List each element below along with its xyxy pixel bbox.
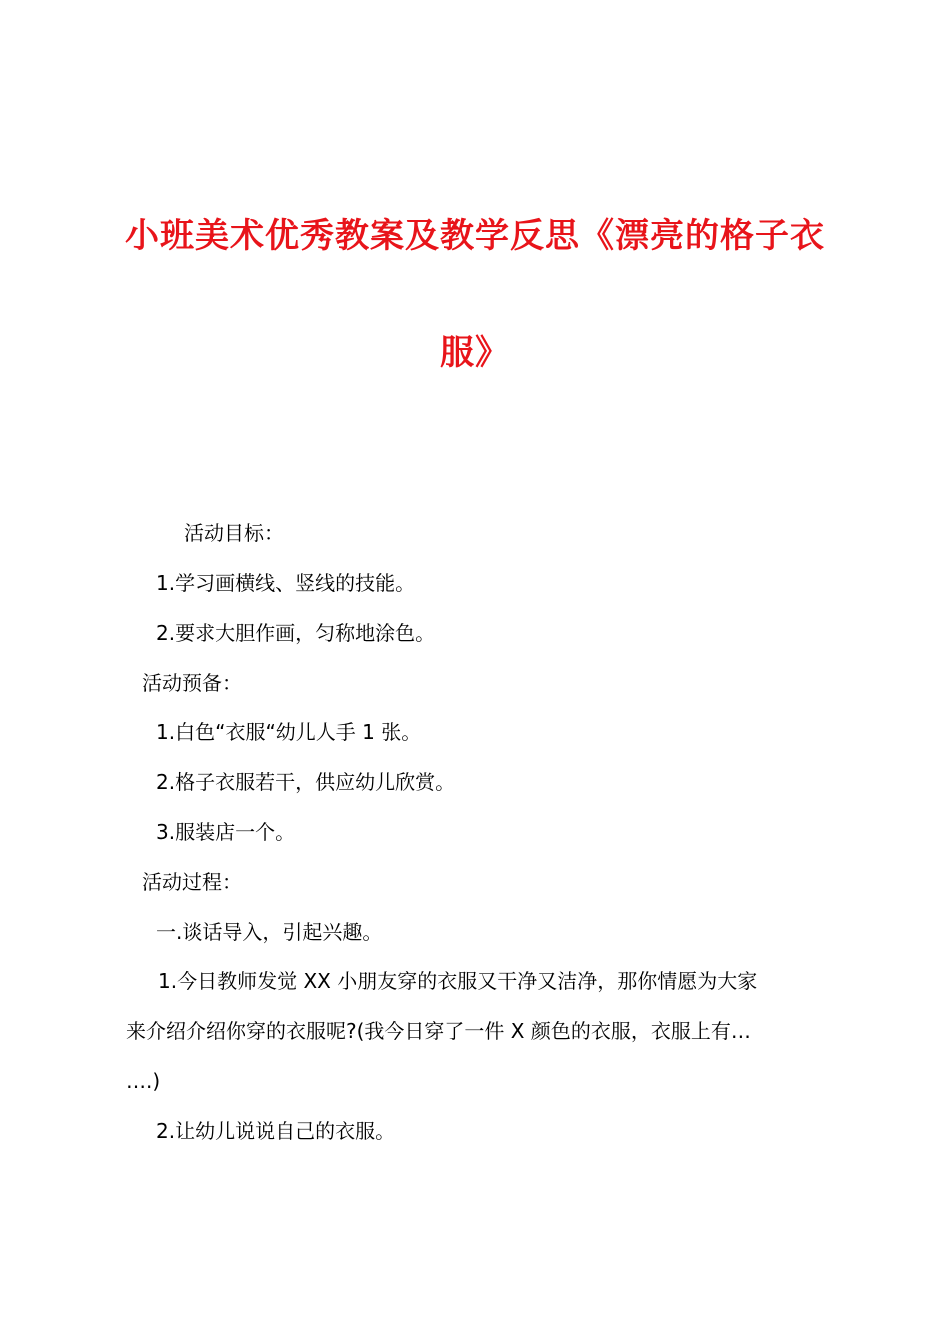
document-title-line-1: 小班美术优秀教案及教学反思《漂亮的格子衣 — [125, 216, 825, 256]
paragraph-line: 1.今日教师发觉 XX 小朋友穿的衣服又干净又洁净，那你情愿为大家 — [158, 969, 758, 993]
paragraph-line: 来介绍介绍你穿的衣服呢?(我今日穿了一件 X 颜色的衣服，衣服上有… — [126, 1019, 751, 1043]
document-title-line-2: 服》 — [440, 333, 510, 373]
paragraph-line: 1.学习画横线、竖线的技能。 — [156, 571, 416, 595]
paragraph-line: 2.格子衣服若干，供应幼儿欣赏。 — [156, 770, 456, 794]
section-heading-process: 活动过程： — [142, 870, 242, 894]
paragraph-line: 1.白色“衣服“幼儿人手 1 张。 — [156, 720, 422, 744]
section-heading-preparation: 活动预备： — [142, 671, 242, 695]
section-heading-goals: 活动目标： — [184, 521, 284, 545]
paragraph-line: 3.服装店一个。 — [156, 820, 296, 844]
paragraph-line: ….) — [126, 1069, 161, 1093]
paragraph-line: 一.谈话导入，引起兴趣。 — [156, 920, 383, 944]
paragraph-line: 2.要求大胆作画，匀称地涂色。 — [156, 621, 436, 645]
paragraph-line: 2.让幼儿说说自己的衣服。 — [156, 1119, 396, 1143]
